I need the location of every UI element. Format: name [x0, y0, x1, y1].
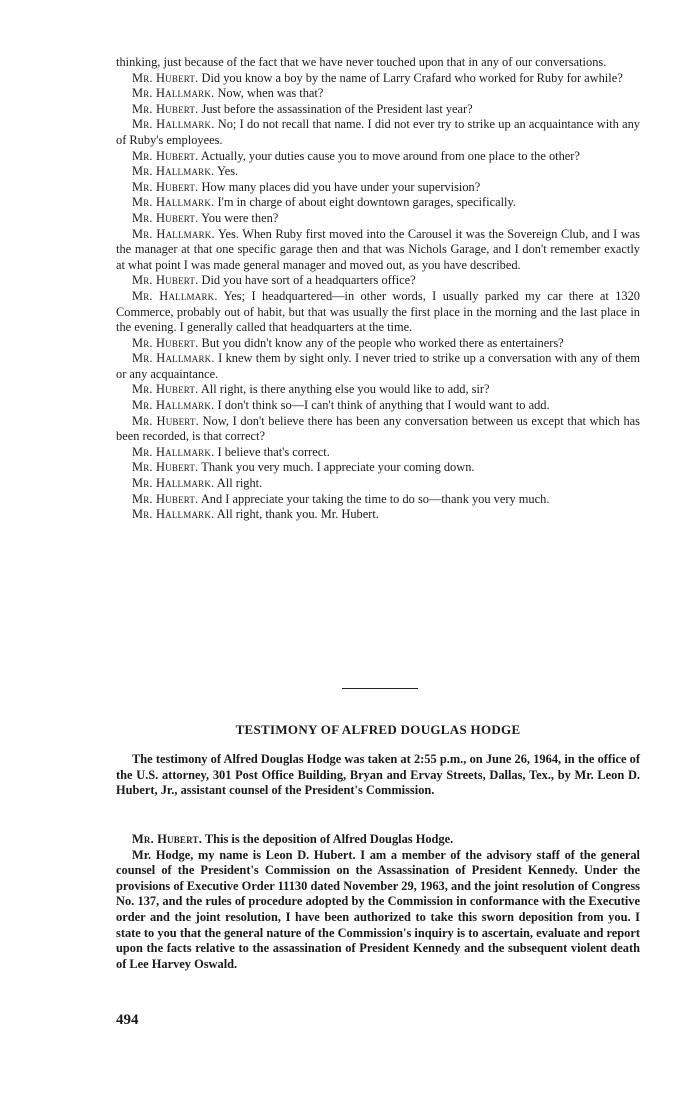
- paragraph: [116, 195, 640, 211]
- speaker-label: Mr. Hubert.: [132, 70, 199, 85]
- speaker-label: Mr. Hallmark.: [132, 86, 215, 101]
- speaker-label: Mr. Hubert.: [132, 101, 199, 116]
- paragraph-text: You were then?: [201, 210, 279, 225]
- paragraph: [116, 149, 640, 165]
- paragraph-text: Just before the assassination of the President last year?: [201, 101, 473, 116]
- paragraph: [116, 86, 640, 102]
- paragraph-text: Did you have sort of a headquarters office?: [201, 273, 416, 288]
- paragraph: [116, 445, 640, 461]
- speaker-label: Mr. Hubert.: [132, 491, 199, 506]
- paragraph: [116, 398, 640, 414]
- paragraph: [116, 180, 640, 196]
- paragraph: [116, 848, 640, 973]
- intro-paragraph: The testimony of Alfred Douglas Hodge was taken at 2:55 p.m., on June 26, 1964, in the office of the U.S. attorney, 301 Post Office Building, Bryan and Ervay Streets, Dallas, Tex., by Mr. Leon D. Hubert, Jr., assistant counsel of the President's Commission.: [116, 752, 640, 798]
- paragraph: [116, 476, 640, 492]
- paragraph-text: Now, when was that?: [217, 86, 324, 101]
- paragraph: [116, 460, 640, 476]
- paragraph-text: I'm in charge of about eight downtown garages, specifically.: [217, 195, 516, 210]
- paragraph: [116, 336, 640, 352]
- speaker-label: Mr. Hallmark.: [132, 164, 215, 179]
- speaker-label: Mr. Hubert.: [132, 335, 199, 350]
- paragraph: [116, 832, 640, 848]
- speaker-label: Mr. Hallmark.: [132, 195, 215, 210]
- paragraph-text: All right, is there anything else you would like to add, sir?: [200, 382, 490, 397]
- paragraph: [116, 117, 640, 148]
- transcript-bottom: [116, 832, 640, 972]
- paragraph: [116, 414, 640, 445]
- speaker-label: Mr. Hubert.: [132, 460, 199, 475]
- paragraph: [116, 55, 640, 71]
- page-number: 494: [116, 1012, 139, 1028]
- speaker-label: Mr. Hubert.: [132, 179, 199, 194]
- paragraph: [116, 289, 640, 336]
- paragraph-text: thinking, just because of the fact that we have never touched upon that in any of our conversations.: [116, 55, 607, 69]
- speaker-label: Mr. Hubert.: [132, 210, 199, 225]
- section-heading: TESTIMONY OF ALFRED DOUGLAS HODGE: [235, 722, 521, 737]
- paragraph: [116, 351, 640, 382]
- paragraph-text: Actually, your duties cause you to move around from one place to the other?: [200, 148, 580, 163]
- transcript-top: [116, 55, 640, 523]
- paragraph-text: But you didn't know any of the people who worked there as entertainers?: [201, 335, 564, 350]
- paragraph: [116, 492, 640, 508]
- paragraph-text: Did you know a boy by the name of Larry Crafard who worked for Ruby for awhile?: [201, 70, 623, 85]
- paragraph: [116, 211, 640, 227]
- paragraph-text: How many places did you have under your supervision?: [201, 179, 481, 194]
- paragraph-text: Thank you very much. I appreciate your coming down.: [201, 460, 475, 475]
- paragraph-text: Yes. When Ruby first moved into the Carousel it was the Sovereign Club, and I was the manager at that one specific garage then and that was Nichols Garage, and I don't remember exactly at what point I was made general manager and moved out, as you have described.: [116, 226, 640, 272]
- speaker-label: Mr. Hallmark.: [132, 351, 215, 366]
- paragraph-text: Mr. Hodge, my name is Leon D. Hubert. I am a member of the advisory staff of the general counsel of the President's Commission on the Assassination of President Kennedy. Under the provisions of Executive Order 11130 dated November 29, 1963, and the joint resolution of Congress No. 137, and the rules of procedure adopted by the Commission in conformance with the Executive order and the joint resolution, I have been authorized to take this sworn deposition from you. I state to you that the general nature of the Commission's inquiry is to ascertain, evaluate and report upon the facts relative to the assassination of President Kennedy and the subsequent violent death of Lee Harvey Oswald.: [116, 847, 640, 971]
- speaker-label: Mr. Hallmark.: [132, 288, 218, 303]
- paragraph-text: Yes; I headquartered—in other words, I usually parked my car there at 1320 Commerce, probably out of habit, but that was usually the first place in the morning and the last place in the evening. I generally called that headquarters at the time.: [116, 288, 640, 335]
- paragraph: [116, 273, 640, 289]
- paragraph: [116, 227, 640, 274]
- speaker-label: Mr. Hubert.: [132, 273, 199, 288]
- speaker-label: Mr. Hallmark.: [132, 117, 215, 132]
- paragraph: [116, 102, 640, 118]
- paragraph-text: Now, I don't believe there has been any conversation between us except that which has been recorded, is that correct?: [116, 413, 640, 444]
- paragraph-text: I don't think so—I can't think of anything that I would want to add.: [217, 398, 550, 413]
- speaker-label: Mr. Hallmark.: [132, 507, 215, 522]
- speaker-label: Mr. Hallmark.: [132, 398, 215, 413]
- speaker-label: Mr. Hallmark.: [132, 226, 215, 241]
- speaker-label: Mr. Hubert.: [132, 148, 199, 163]
- speaker-label: Mr. Hubert.: [132, 832, 203, 846]
- speaker-label: Mr. Hallmark.: [132, 444, 215, 459]
- speaker-label: Mr. Hubert.: [132, 413, 199, 428]
- paragraph: [116, 507, 640, 523]
- paragraph-text: I knew them by sight only. I never tried to strike up a conversation with any of them or any acquaintance.: [116, 351, 640, 381]
- paragraph-text: I believe that's correct.: [217, 444, 330, 459]
- speaker-label: Mr. Hubert.: [132, 382, 199, 397]
- intro-block: [116, 752, 640, 799]
- paragraph-text: No; I do not recall that name. I did not ever try to strike up an acquaintance with any of Ruby's employees.: [116, 117, 640, 147]
- paragraph-text: All right.: [216, 476, 263, 491]
- paragraph-text: Yes.: [217, 164, 239, 179]
- paragraph: [116, 164, 640, 180]
- speaker-label: Mr. Hallmark.: [132, 476, 215, 491]
- paragraph: [116, 382, 640, 398]
- paragraph-text: And I appreciate your taking the time to do so—thank you very much.: [200, 491, 550, 506]
- section-divider: [342, 688, 418, 689]
- paragraph-text: This is the deposition of Alfred Douglas Hodge.: [204, 832, 454, 846]
- paragraph: [116, 71, 640, 87]
- paragraph-text: All right, thank you. Mr. Hubert.: [216, 507, 379, 522]
